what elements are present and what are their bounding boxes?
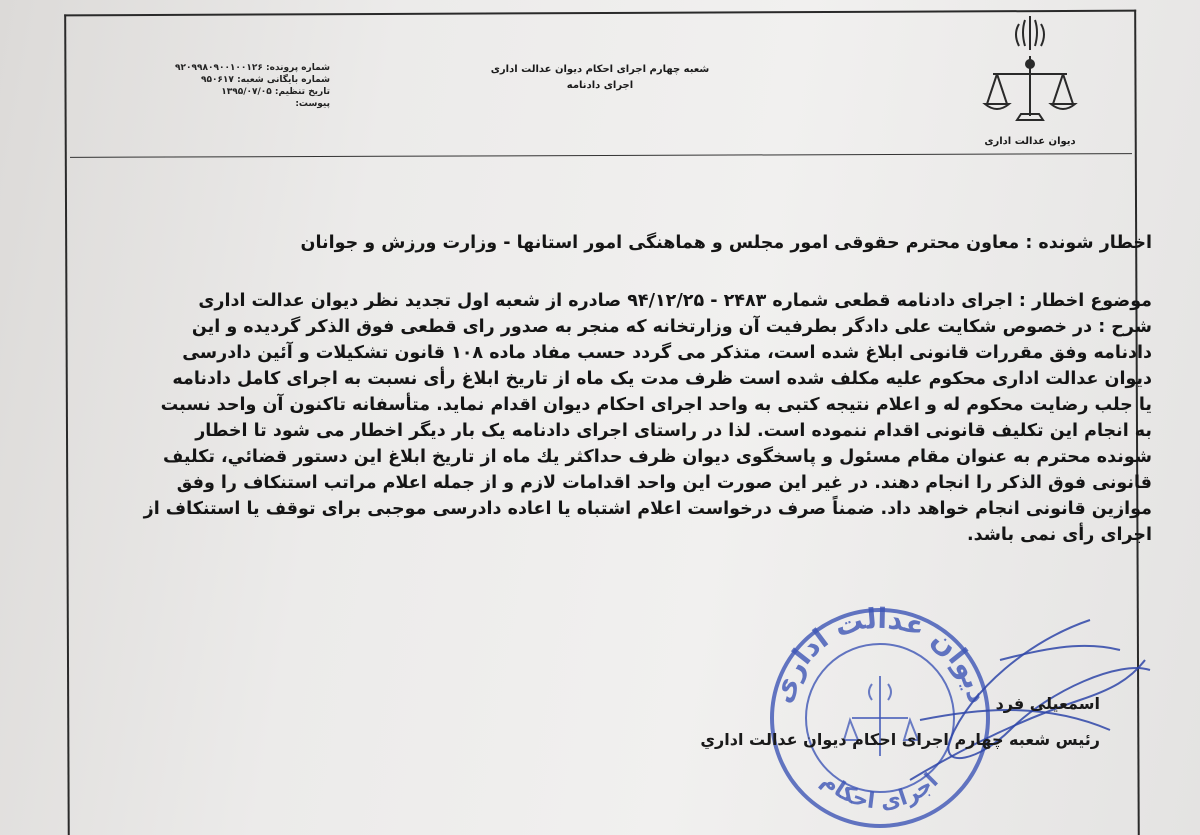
attachment-row: [160, 98, 330, 110]
body-line: شونده محترم به عنوان مقام مسئول و پاسخگوی دیوان ظرف حداکثر یك ماه از تاریخ ابلاغ این دستور قضائي، تكليف: [163, 447, 1152, 467]
archive-number-label: شماره بایگانی شعبه:: [237, 75, 330, 85]
letter-metadata: [160, 62, 330, 110]
date-label: تاریخ تنظیم:: [274, 87, 330, 97]
stamp-top-text: دیوان عدالت اداری: [765, 601, 995, 707]
date-row: [160, 86, 330, 98]
paragraph: [66, 288, 1152, 548]
date-value: ۱۳۹۵/۰۷/۰۵: [221, 87, 272, 97]
case-number-label: شماره پرونده:: [266, 63, 330, 73]
body-line: شرح : در خصوص شکایت علی دادگر بطرفیت آن وزارتخانه که منجر به صدور رای قطعی فوق الذکر گردیده و این: [191, 317, 1152, 337]
recipient-line: اخطار شونده : معاون محترم حقوقی امور مجلس و هماهنگی امور استانها - وزارت ورزش و جوانان: [300, 233, 1152, 253]
body-line: قانونی فوق الذکر را انجام دهند. در غیر این صورت این واحد اقدامات لازم و از جمله اعلام مراتب استنکاف را وفق: [176, 473, 1152, 493]
signatory-name: اسمعیلی فرد: [995, 694, 1100, 713]
attachment-label: پیوست:: [295, 99, 330, 109]
letter-body: [66, 230, 1152, 548]
court-emblem: [975, 12, 1085, 142]
signature-block: [600, 686, 1100, 758]
case-number-value: ۹۲۰۹۹۸۰۹۰۰۱۰۰۱۲۶: [175, 63, 263, 73]
archive-number-value: ۹۵۰۶۱۷: [200, 75, 234, 85]
case-number-row: [160, 62, 330, 74]
body-line: موازین قانونی انجام خواهد داد. ضمناً صرف درخواست اعلام اشتباه یا اعاده دادرسی موجبی برای توقف یا استنکاف از: [143, 499, 1152, 519]
body-line: به انجام این تکلیف قانونی اقدام ننموده است. لذا در راستای اجرای دادنامه یک بار دیگر اخطار می شود تا اخطار: [195, 421, 1152, 441]
signatory-title: رئیس شعبه چهارم اجرای احکام دیوان عدالت اداري: [700, 730, 1100, 749]
body-line: دادنامه وفق مقررات قانونی ابلاغ شده است، متذکر می گردد حسب مفاد ماده ۱۰۸ قانون تشکیلات و آئین دادرسی: [182, 343, 1152, 363]
subject-line: موضوع اخطار : اجرای دادنامه قطعی شماره ۲۴۸۳ - ۹۴/۱۲/۲۵ صادره از شعبه اول تجدید نظر دیوان عدالت اداری: [198, 291, 1152, 311]
emblem-caption: دیوان عدالت اداری: [984, 136, 1076, 147]
branch-subtitle: اجرای دادنامه: [566, 80, 634, 91]
scales-of-justice-icon: [975, 12, 1085, 137]
branch-header: [430, 62, 770, 94]
branch-title: شعبه چهارم اجرای احکام دیوان عدالت اداری: [490, 64, 710, 75]
body-line: یا جلب رضایت محکوم له و اعلام نتیجه کتبی به واحد اجرای احکام دیوان اقدام نماید. متأسفانه تاکنون آن واحد نسبت: [160, 395, 1152, 415]
body-line: دیوان عدالت اداری محکوم علیه مکلف شده است ظرف مدت یک ماه از تاریخ ابلاغ رأی نسبت به اجرای کامل دادنامه: [172, 369, 1152, 389]
archive-number-row: [160, 74, 330, 86]
stamp-bottom-text: اجرای احکام: [816, 768, 944, 815]
body-line: اجرای رأی نمی باشد.: [966, 525, 1152, 545]
